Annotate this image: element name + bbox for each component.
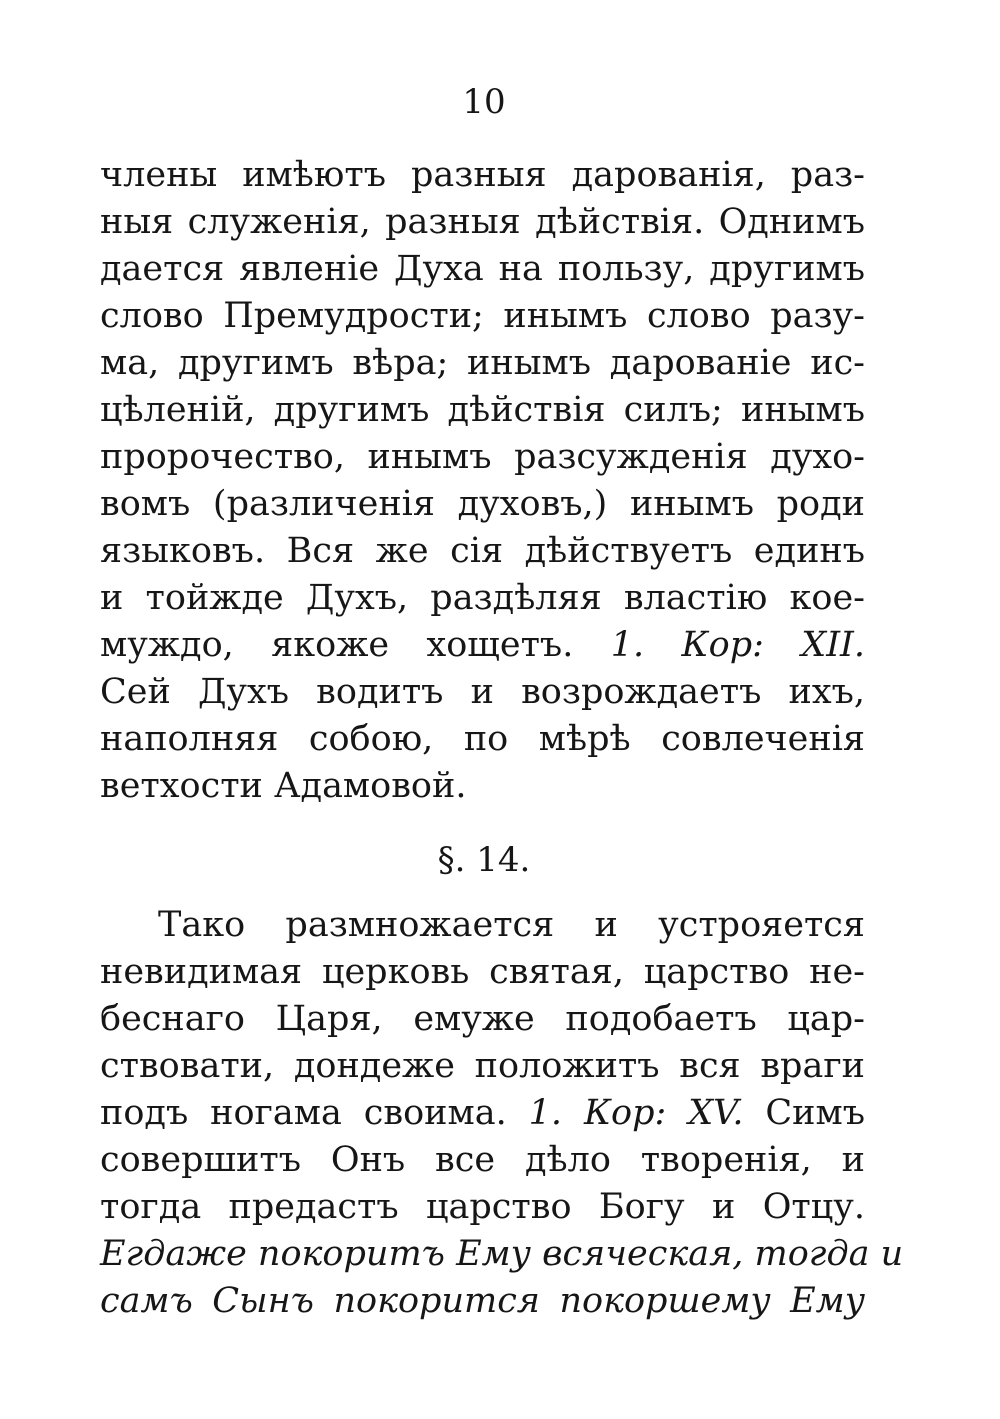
- line-tail: Симъ: [765, 1093, 865, 1133]
- text-line-with-reference: [100, 622, 865, 669]
- italic-quote-line: Егдаже покоритъ Ему всяческая, тогда и: [100, 1234, 904, 1274]
- text-line: языковъ. Вся же сія дѣйствуетъ единъ: [100, 531, 865, 571]
- text-line: беснаго Царя, емуже подобаетъ цар-: [100, 999, 865, 1039]
- scripture-reference: 1. Кор: XII.: [610, 625, 865, 665]
- text-line: наполняя собою, по мѣрѣ совлеченія: [100, 719, 865, 759]
- text-line: вомъ (различенія духовъ,) инымъ роди: [100, 484, 865, 524]
- italic-quote-line: самъ Сынъ покорится покоршему Ему: [100, 1281, 865, 1321]
- text-line: слово Премудрости; инымъ слово разу-: [100, 296, 865, 336]
- line-text: подъ ногама своима.: [100, 1093, 507, 1133]
- text-line: дается явленіе Духа на пользу, другимъ: [100, 249, 865, 289]
- section-heading: §. 14.: [437, 840, 531, 880]
- page-number: 10: [462, 82, 506, 122]
- paragraph-2: [100, 902, 904, 1325]
- line-text: муждо, якоже хощетъ.: [100, 625, 574, 665]
- text-line: Сей Духъ водитъ и возрождаетъ ихъ,: [100, 672, 865, 712]
- text-line: совершитъ Онъ все дѣло творенія, и: [100, 1140, 865, 1180]
- text-line: Тако размножается и устрояется: [158, 905, 865, 945]
- text-line: ствовати, дондеже положитъ вся враги: [100, 1046, 865, 1086]
- paragraph-1: [100, 152, 865, 810]
- text-line: цѣленій, другимъ дѣйствія силъ; инымъ: [100, 390, 865, 430]
- text-line: и тойжде Духъ, раздѣляя властію кое-: [100, 578, 865, 618]
- scripture-reference: 1. Кор: XV.: [528, 1093, 744, 1133]
- text-line: невидимая церковь святая, царство не-: [100, 952, 865, 992]
- text-line: ныя служенія, разныя дѣйствія. Однимъ: [100, 202, 865, 242]
- text-line: ветхости Адамовой.: [100, 766, 467, 806]
- text-line: пророчество, инымъ разсужденія духо-: [100, 437, 865, 477]
- text-line: ма, другимъ вѣра; инымъ дарованіе ис-: [100, 343, 865, 383]
- text-line: тогда предастъ царство Богу и Отцу.: [100, 1187, 865, 1227]
- text-line-with-reference: [100, 1090, 865, 1137]
- text-line: члены имѣютъ разныя дарованія, раз-: [100, 155, 865, 195]
